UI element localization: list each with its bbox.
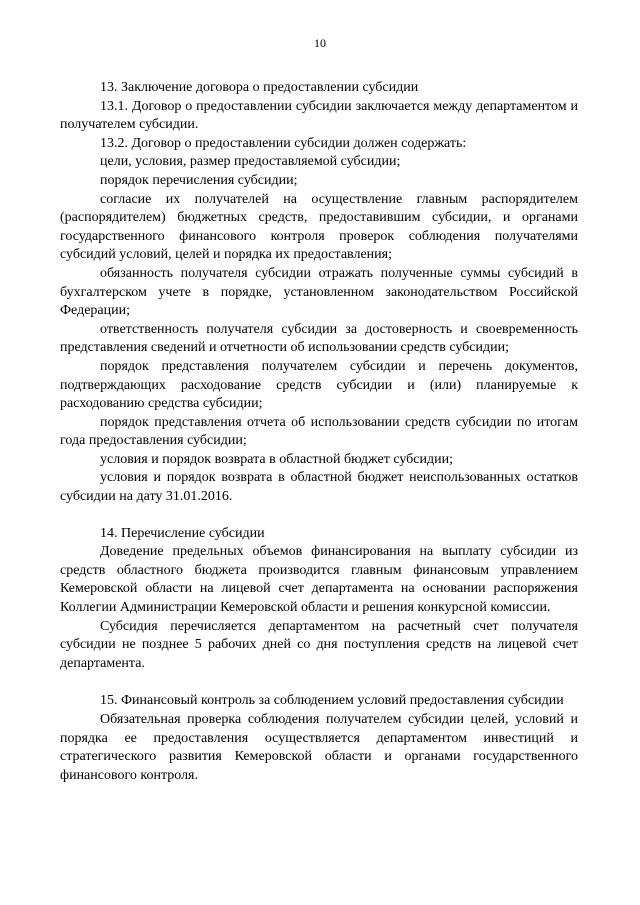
paragraph-14-funding: Доведение предельных объемов финансирования на выплату субсидии из средств областного бюджета производится главным финансовым управлением Кемеровской области на лицевой счет департамента на основании распоряжения Коллегии Администрации Кемеровской области и решения конкурсной комиссии. (60, 544, 578, 616)
list-item-consent: согласие их получателей на осуществление главным распорядителем (распорядителем) бюджетных средств, предоставившим субсидии, и органами государственного финансового контроля проверок соблюдения получателями субсидий условий, целей и порядка их предоставления; (60, 191, 578, 263)
page-number: 10 (314, 36, 326, 50)
section-15-heading: 15. Финансовый контроль за соблюдением условий предоставления субсидии (100, 693, 564, 709)
list-item-goals: цели, условия, размер предоставляемой субсидии; (100, 154, 401, 170)
paragraph-14-transfer: Субсидия перечисляется департаментом на расчетный счет получателя субсидии не позднее 5 рабочих дней со дня поступления средств на лицевой счет департамента. (60, 618, 578, 671)
list-item-documents: порядок представления получателем субсидии и перечень документов, подтверждающих расходование средств субсидии и (или) планируемые к расходованию средства субсидии; (60, 358, 578, 412)
paragraph-13-1: 13.1. Договор о предоставлении субсидии заключается между департаментом и получателем субсидии. (60, 98, 578, 133)
paragraph-13-2: 13.2. Договор о предоставлении субсидии должен содержать: (100, 135, 467, 151)
list-item-transfer-order: порядок перечисления субсидии; (100, 172, 298, 188)
list-item-accounting: обязанность получателя субсидии отражать полученные суммы субсидий в бухгалтерском учете в порядке, установленном законодательством Российской Федерации; (60, 265, 578, 319)
section-13-heading: 13. Заключение договора о предоставлении субсидии (100, 80, 419, 95)
list-item-return: условия и порядок возврата в областной бюджет субсидии; (100, 451, 453, 467)
list-item-report: порядок представления отчета об использовании средств субсидии по итогам года предоставления субсидии; (60, 414, 578, 449)
list-item-return-unused: условия и порядок возврата в областной бюджет неиспользованных остатков субсидии на дату 31.01.2016. (60, 470, 578, 505)
list-item-responsibility: ответственность получателя субсидии за достоверность и своевременность представления сведений и отчетности об использовании средств субсидии; (60, 321, 578, 356)
document-body (60, 79, 578, 785)
section-14-heading: 14. Перечисление субсидии (100, 525, 265, 541)
paragraph-15-control: Обязательная проверка соблюдения получателем субсидии целей, условий и порядка ее предоставления осуществляется департаментом инвестиций и стратегического развития Кемеровской области и органами государственного финансового контроля. (60, 712, 578, 783)
